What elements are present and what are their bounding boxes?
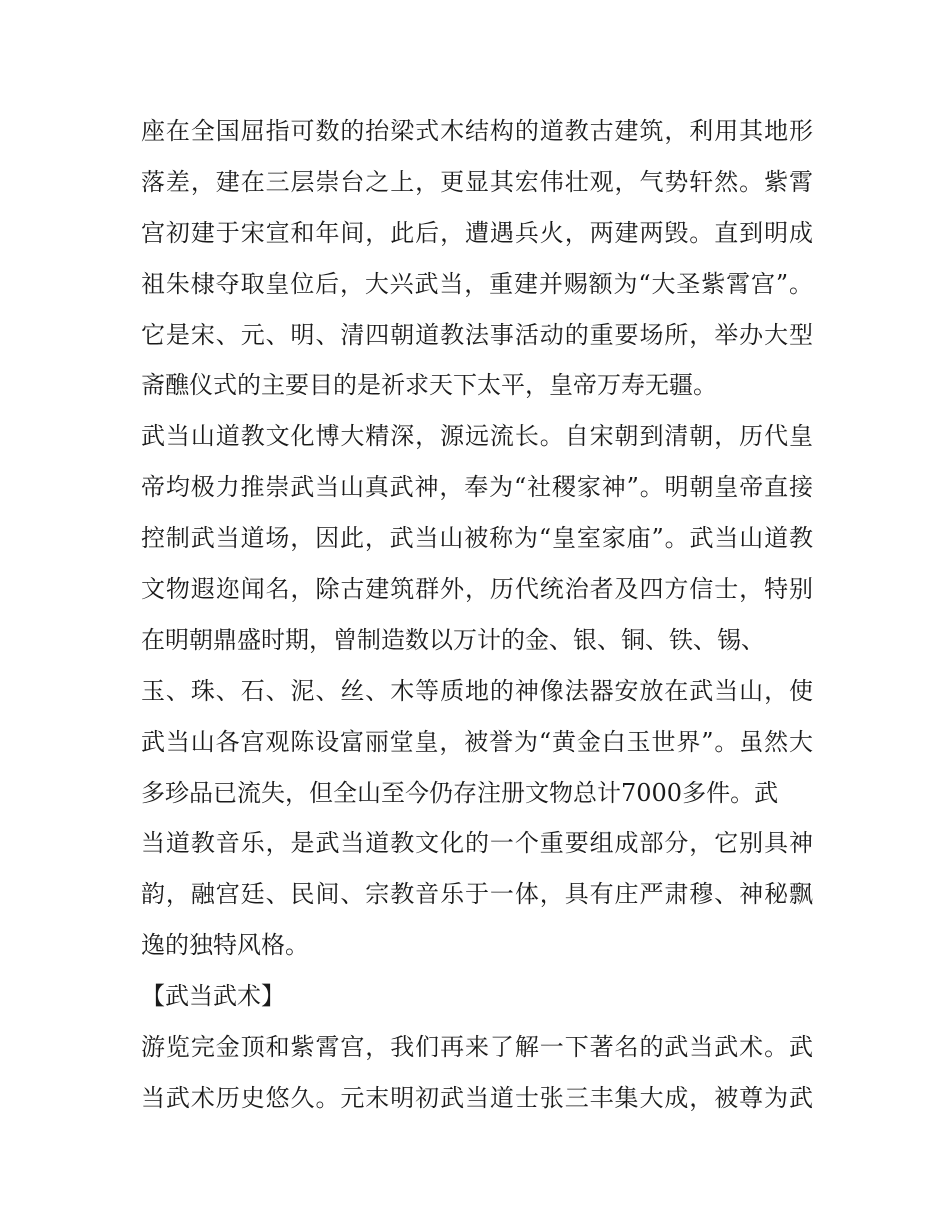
text-line: 武当山道教文化博大精深，源远流长。自宋朝到清朝，历代皇 — [141, 422, 813, 451]
text-line: 文物遐迩闻名，除古建筑群外，历代统治者及四方信士，特别 — [141, 575, 813, 604]
text-line: 控制武当道场，因此，武当山被称为“皇室家庙”。武当山道教 — [141, 524, 813, 553]
text-line: 祖朱棣夺取皇位后，大兴武当，重建并赐额为“大圣紫霄宫”。 — [141, 269, 813, 298]
text-line: 玉、珠、石、泥、丝、木等质地的神像法器安放在武当山，使 — [141, 676, 813, 705]
text-line: 游览完金顶和紫霄宫，我们再来了解一下著名的武当武术。武 — [141, 1033, 813, 1062]
text-line: 座在全国屈指可数的抬梁式木结构的道教古建筑，利用其地形 — [141, 117, 813, 145]
text-line: 韵，融宫廷、民间、宗教音乐于一体，具有庄严肃穆、神秘飘 — [141, 880, 813, 909]
section-heading: 【武当武术】 — [141, 982, 285, 1011]
document-body — [141, 106, 813, 1124]
text-line: 落差，建在三层崇台之上，更显其宏伟壮观，气势轩然。紫霄 — [141, 167, 813, 196]
text-line: 斋醮仪式的主要目的是祈求天下太平，皇帝万寿无疆。 — [141, 371, 717, 400]
text-line: 在明朝鼎盛时期，曾制造数以万计的金、银、铜、铁、锡、 — [141, 625, 765, 654]
text-line: 多珍品已流失，但全山至今仍存注册文物总计7000多件。武 — [141, 778, 779, 807]
text-line: 帝均极力推崇武当山真武神，奉为“社稷家神”。明朝皇帝直接 — [141, 473, 813, 502]
text-line: 当道教音乐，是武当道教文化的一个重要组成部分，它别具神 — [141, 829, 813, 858]
text-line: 当武术历史悠久。元末明初武当道士张三丰集大成，被尊为武 — [141, 1083, 813, 1112]
text-line: 宫初建于宋宣和年间，此后，遭遇兵火，两建两毁。直到明成 — [141, 218, 813, 247]
text-line: 它是宋、元、明、清四朝道教法事活动的重要场所，举办大型 — [141, 320, 813, 349]
text-line: 武当山各宫观陈设富丽堂皇，被誉为“黄金白玉世界”。虽然大 — [141, 727, 813, 756]
text-line: 逸的独特风格。 — [141, 931, 309, 960]
